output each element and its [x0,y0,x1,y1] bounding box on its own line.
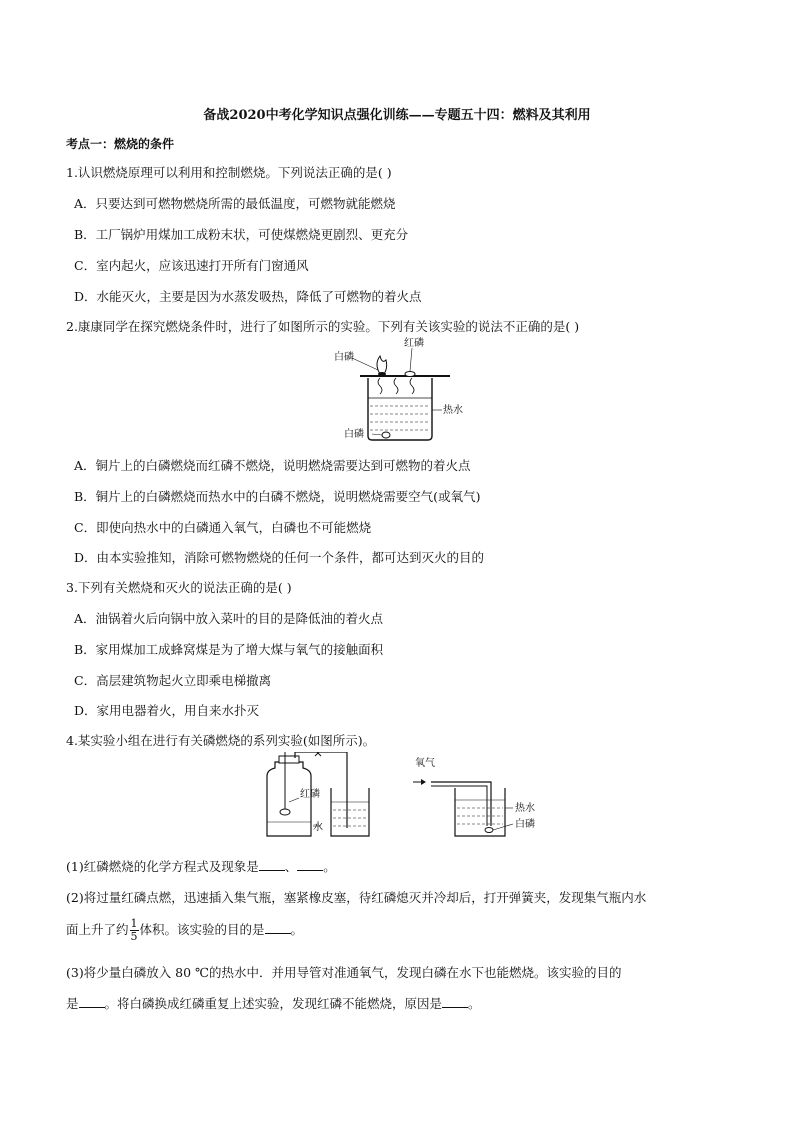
q1-option-a: A．只要达到可燃物燃烧所需的最低温度，可燃物就能燃烧 [74,196,396,211]
fig1-label-white-phosphorus-top: 白磷 [334,352,354,363]
q4-part-2-text-2: 体积。该实验的目的是 [139,922,265,937]
q2-option-b: B．铜片上的白磷燃烧而热水中的白磷不燃烧，说明燃烧需要空气(或氧气) [74,489,481,504]
q4-part-3-line-2 [66,994,481,1012]
q4-part-3-line-1: (3)将少量白磷放入 80 ℃的热水中．并用导管对准通氧气，发现白磷在水下也能燃烧。该实验的目的 [66,965,622,980]
q2-option-a: A．铜片上的白磷燃烧而红磷不燃烧，说明燃烧需要达到可燃物的着火点 [74,458,471,473]
period: 。 [323,859,336,874]
page-title: 备战2020中考化学知识点强化训练——专题五十四：燃料及其利用 [203,108,591,123]
fig2-label-oxygen: 氧气 [415,758,435,769]
q4-part-1 [66,857,336,875]
fig2-label-water: 水 [313,822,323,833]
q4-part-3-text: 是 [66,996,79,1011]
answer-blank[interactable] [79,996,105,1008]
q1-option-b: B．工厂锅炉用煤加工成粉末状，可使煤燃烧更剧烈、更充分 [74,227,409,242]
fig2-label-red-phosphorus: 红磷 [300,789,320,800]
separator: 、 [284,859,298,874]
section-heading: 考点一：燃烧的条件 [66,137,175,151]
period: 。 [290,922,304,937]
fig2-label-white-phosphorus: 白磷 [515,819,535,830]
fig1-label-white-phosphorus-bottom: 白磷 [344,429,364,440]
question-4-stem: 4.某实验小组在进行有关磷燃烧的系列实验(如图所示)。 [66,733,376,748]
fig1-label-red-phosphorus: 红磷 [404,338,424,349]
question-1-stem: 1.认识燃烧原理可以利用和控制燃烧。下列说法正确的是( ) [66,165,392,180]
fraction-denominator: 5 [130,930,138,943]
answer-blank[interactable] [297,859,323,871]
question-3-stem: 3.下列有关燃烧和灭火的说法正确的是( ) [66,580,292,595]
q4-part-3-text-2: 。将白磷换成红磷重复上述实验，发现红磷不能燃烧，原因是 [104,996,443,1011]
q1-option-c: C．室内起火，应该迅速打开所有门窗通风 [74,258,309,273]
answer-blank[interactable] [442,996,468,1008]
answer-blank[interactable] [265,922,291,934]
fraction-numerator: 1 [130,917,138,930]
phosphorus-experiment-figure [255,752,555,844]
q4-part-2-line-2 [66,918,303,943]
q2-option-d: D．由本实验推知，消除可燃物燃烧的任何一个条件，都可达到灭火的目的 [74,550,485,565]
q4-part-1-text: (1)红磷燃烧的化学方程式及现象是 [66,859,259,874]
q4-part-2-text: 面上升了约 [66,922,129,937]
q1-option-d: D．水能灭火，主要是因为水蒸发吸热，降低了可燃物的着火点 [74,289,422,304]
period: 。 [468,996,481,1011]
q4-part-2-line-1: (2)将过量红磷点燃，迅速插入集气瓶，塞紧橡皮塞，待红磷熄灭并冷却后，打开弹簧夹，发现集气瓶内水 [66,890,647,905]
q2-option-c: C．即使向热水中的白磷通入氧气，白磷也不可能燃烧 [74,520,372,535]
question-2-stem: 2.康康同学在探究燃烧条件时，进行了如图所示的实验。下列有关该实验的说法不正确的是( ) [66,319,580,334]
answer-blank[interactable] [259,859,285,871]
combustion-experiment-figure [330,336,470,446]
q3-option-a: A．油锅着火后向锅中放入菜叶的目的是降低油的着火点 [74,611,384,626]
q3-option-d: D．家用电器着火，用自来水扑灭 [74,703,260,718]
fig1-label-hot-water: 热水 [443,405,463,416]
q3-option-c: C．高层建筑物起火立即乘电梯撤离 [74,673,272,688]
fraction-one-fifth [130,918,139,943]
q3-option-b: B．家用煤加工成蜂窝煤是为了增大煤与氧气的接触面积 [74,642,384,657]
fig2-label-hot-water: 热水 [515,803,535,814]
